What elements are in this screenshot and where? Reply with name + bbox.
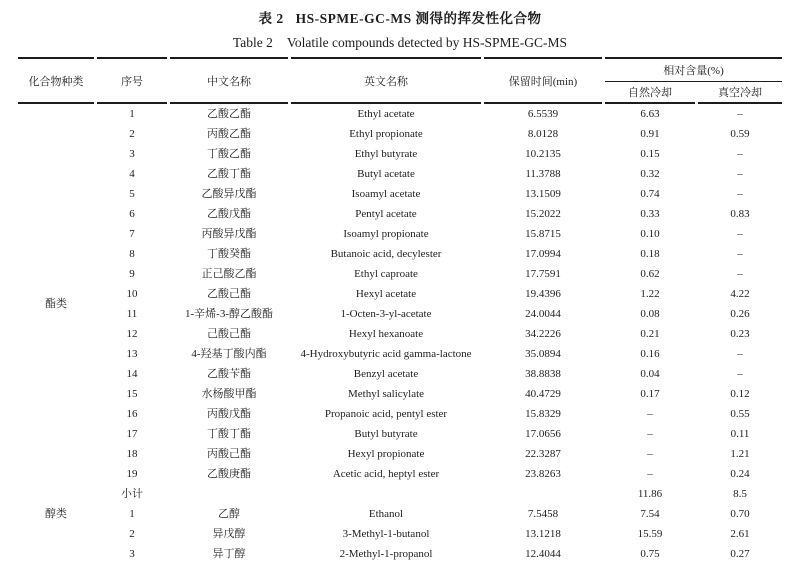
- cell-natural-cooling: 7.54: [640, 508, 660, 520]
- cell-name-zh: 异戊醇: [212, 528, 246, 540]
- cell-name-en: Hexyl propionate: [347, 448, 425, 460]
- table-row: [18, 184, 782, 204]
- cell-name-en: [291, 484, 481, 504]
- cell-name-zh: 丙酸乙酯: [207, 128, 251, 140]
- cell-no: 14: [126, 368, 138, 380]
- cell-no: 15: [126, 388, 138, 400]
- table-row: [18, 124, 782, 144]
- table-row: [18, 364, 782, 384]
- cell-name-zh: 乙酸乙酯: [207, 108, 251, 120]
- cell-no: 13: [126, 348, 138, 360]
- cell-no: 3: [97, 544, 167, 564]
- table-caption-zh: [0, 7, 800, 27]
- cell-retention-time: 38.8838: [525, 368, 561, 380]
- cell-natural-cooling: 0.10: [640, 228, 660, 240]
- cell-no: 11: [126, 308, 138, 320]
- cell-no: 17: [126, 428, 138, 440]
- cell-name-zh: 乙酸异戊酯: [201, 188, 257, 200]
- cell-retention-time: 15.8329: [525, 408, 561, 420]
- cell-no: 7: [129, 228, 135, 240]
- cell-name-zh: 乙酸己酯: [207, 288, 251, 300]
- cell-retention-time: 17.7591: [525, 268, 561, 280]
- cell-vacuum-cooling: 0.83: [730, 208, 750, 220]
- cell-vacuum-cooling: 0.27: [698, 544, 782, 564]
- cell-name-zh: 水杨酸甲酯: [201, 388, 257, 400]
- cell-vacuum-cooling: 0.26: [730, 308, 750, 320]
- cell-vacuum-cooling: 0.23: [730, 328, 750, 340]
- header-natural-cooling: 自然冷却: [605, 82, 695, 104]
- header-name-en: 英文名称: [291, 57, 481, 104]
- cell-retention-time: 17.0994: [525, 248, 561, 260]
- cell-name-en: 3-Methyl-1-butanol: [342, 528, 430, 540]
- table-row: [18, 444, 782, 464]
- cell-natural-cooling: 0.32: [640, 168, 660, 180]
- cell-natural-cooling: 0.08: [640, 308, 660, 320]
- cell-natural-cooling: 0.75: [605, 544, 695, 564]
- cell-retention-time: 23.8263: [525, 468, 561, 480]
- cell-retention-time: 34.2226: [525, 328, 561, 340]
- table-row: [18, 344, 782, 364]
- cell-name-zh: [170, 484, 288, 504]
- cell-name-zh: 乙酸庚酯: [207, 468, 251, 480]
- table-row: [18, 324, 782, 344]
- cell-name-zh: 正己酸乙酯: [201, 268, 257, 280]
- table-body: [18, 104, 782, 564]
- cell-no: 2: [129, 528, 135, 540]
- cell-no: 1: [129, 508, 135, 520]
- table-header: [18, 57, 782, 104]
- table-row: [18, 104, 782, 124]
- header-name-zh: 中文名称: [170, 57, 288, 104]
- cell-natural-cooling: 0.62: [640, 268, 660, 280]
- cell-vacuum-cooling: –: [737, 268, 743, 280]
- cell-name-zh: 乙酸丁酯: [207, 168, 251, 180]
- cell-retention-time: [484, 484, 602, 504]
- cell-name-zh: 丁酸乙酯: [207, 148, 251, 160]
- header-no: 序号: [97, 57, 167, 104]
- cell-retention-time: 13.1509: [525, 188, 561, 200]
- cell-vacuum-cooling: 1.21: [730, 448, 750, 460]
- table-row: [18, 464, 782, 484]
- cell-name-en: Ethyl acetate: [357, 108, 415, 120]
- cell-natural-cooling: 6.63: [640, 108, 660, 120]
- cell-natural-cooling: 0.04: [640, 368, 660, 380]
- cell-name-zh: 己酸己酯: [207, 328, 251, 340]
- table-row: [18, 544, 782, 564]
- cell-name-zh: 4-羟基丁酸内酯: [191, 348, 267, 360]
- cell-vacuum-cooling: –: [737, 108, 743, 120]
- cell-subtotal-label: 小计: [121, 488, 143, 500]
- table-row: [18, 384, 782, 404]
- cell-no: 16: [126, 408, 138, 420]
- cell-vacuum-cooling: 0.55: [730, 408, 750, 420]
- cell-natural-cooling: 0.33: [640, 208, 660, 220]
- cell-no: 9: [129, 268, 135, 280]
- cell-name-en: Ethanol: [368, 508, 404, 520]
- cell-name-en: Pentyl acetate: [355, 208, 417, 220]
- cell-vacuum-cooling: 0.11: [730, 428, 750, 440]
- cell-no: 18: [126, 448, 138, 460]
- cell-name-zh: 乙酸苄酯: [207, 368, 251, 380]
- table-caption-en-prefix: Table 2: [232, 35, 273, 50]
- cell-vacuum-cooling: 0.59: [730, 128, 750, 140]
- cell-name-en: Butanoic acid, decylester: [330, 248, 442, 260]
- cell-name-en: Methyl salicylate: [347, 388, 425, 400]
- cell-retention-time: 11.3788: [525, 168, 561, 180]
- table-row: [18, 244, 782, 264]
- table-caption-zh-title: HS-SPME-GC-MS 测得的挥发性化合物: [295, 11, 542, 26]
- cell-retention-time: 24.0044: [525, 308, 561, 320]
- cell-natural-cooling: 1.22: [640, 288, 660, 300]
- table-caption-zh-prefix: 表 2: [258, 11, 284, 26]
- cell-no: 6: [129, 208, 135, 220]
- cell-vacuum-cooling: 0.12: [730, 388, 750, 400]
- cell-retention-time: 17.0656: [525, 428, 561, 440]
- cell-vacuum-cooling: 0.70: [730, 508, 750, 520]
- cell-natural-cooling: –: [647, 408, 653, 420]
- cell-name-zh: 丁酸癸酯: [207, 248, 251, 260]
- table-row: [18, 284, 782, 304]
- cell-vacuum-cooling: –: [737, 368, 743, 380]
- cell-no: 10: [126, 288, 138, 300]
- cell-name-en: Acetic acid, heptyl ester: [332, 468, 440, 480]
- header-compound-class: 化合物种类: [18, 57, 94, 104]
- cell-natural-cooling: –: [647, 428, 653, 440]
- cell-natural-cooling: 0.91: [640, 128, 660, 140]
- cell-vacuum-cooling: 4.22: [730, 288, 750, 300]
- cell-no: 19: [126, 468, 138, 480]
- header-vacuum-cooling: 真空冷却: [698, 82, 782, 104]
- cell-natural-cooling: 0.17: [640, 388, 660, 400]
- compounds-table: [15, 57, 785, 564]
- cell-name-en: Hexyl acetate: [355, 288, 417, 300]
- table-row: [18, 164, 782, 184]
- cell-natural-cooling: –: [647, 468, 653, 480]
- cell-retention-time: 8.0128: [527, 128, 559, 140]
- cell-name-zh: 丁酸丁酯: [207, 428, 251, 440]
- cell-natural-cooling: 0.21: [640, 328, 660, 340]
- cell-natural-cooling: 0.74: [640, 188, 660, 200]
- table-row: [18, 504, 782, 524]
- cell-name-en: 4-Hydroxybutyric acid gamma-lactone: [300, 348, 472, 360]
- cell-retention-time: 10.2135: [525, 148, 561, 160]
- cell-natural-cooling: 0.15: [640, 148, 660, 160]
- compound-class-cell: 酯类: [45, 298, 67, 310]
- cell-natural-cooling: 0.18: [640, 248, 660, 260]
- cell-vacuum-cooling: 8.5: [733, 488, 747, 500]
- cell-no: 12: [126, 328, 138, 340]
- cell-name-zh: 丙酸异戊酯: [201, 228, 257, 240]
- cell-name-en: Ethyl butyrate: [354, 148, 418, 160]
- cell-name-en: 1-Octen-3-yl-acetate: [340, 308, 432, 320]
- compound-class-cell: 醇类: [18, 504, 94, 564]
- cell-natural-cooling: –: [647, 448, 653, 460]
- cell-vacuum-cooling: 0.24: [730, 468, 750, 480]
- cell-vacuum-cooling: –: [737, 188, 743, 200]
- cell-vacuum-cooling: 2.61: [730, 528, 750, 540]
- cell-retention-time: 6.5539: [527, 108, 559, 120]
- cell-name-en: Hexyl hexanoate: [348, 328, 424, 340]
- cell-name-zh: 异丁醇: [170, 544, 288, 564]
- cell-name-zh: 乙醇: [218, 508, 240, 520]
- cell-no: 5: [129, 188, 135, 200]
- cell-retention-time: 22.3287: [525, 448, 561, 460]
- cell-retention-time: 15.2022: [525, 208, 561, 220]
- cell-retention-time: 13.1218: [525, 528, 561, 540]
- table-row: [18, 304, 782, 324]
- cell-vacuum-cooling: –: [737, 248, 743, 260]
- cell-retention-time: 35.0894: [525, 348, 561, 360]
- header-relative-content: 相对含量(%): [605, 57, 782, 82]
- cell-vacuum-cooling: –: [737, 228, 743, 240]
- cell-no: 4: [129, 168, 135, 180]
- cell-natural-cooling: 11.86: [637, 488, 663, 500]
- cell-no: 1: [129, 108, 135, 120]
- cell-name-en: Isoamyl propionate: [343, 228, 429, 240]
- table-row: [18, 424, 782, 444]
- cell-retention-time: 7.5458: [527, 508, 559, 520]
- cell-vacuum-cooling: –: [737, 168, 743, 180]
- cell-retention-time: 15.8715: [525, 228, 561, 240]
- cell-no: 3: [129, 148, 135, 160]
- header-retention-time: 保留时间(min): [484, 57, 602, 104]
- table-row: [18, 264, 782, 284]
- table-row: [18, 204, 782, 224]
- table-row: [18, 224, 782, 244]
- cell-name-en: Isoamyl acetate: [351, 188, 421, 200]
- cell-name-zh: 乙酸戊酯: [207, 208, 251, 220]
- cell-name-en: Butyl butyrate: [354, 428, 418, 440]
- cell-name-en: Propanoic acid, pentyl ester: [324, 408, 448, 420]
- cell-vacuum-cooling: –: [737, 348, 743, 360]
- table-row: [18, 524, 782, 544]
- table-caption-en: [0, 35, 800, 51]
- cell-no: 2: [129, 128, 135, 140]
- table-row: [18, 144, 782, 164]
- cell-name-en: Ethyl propionate: [349, 128, 423, 140]
- table-caption-en-title: Volatile compounds detected by HS-SPME-GC-MS: [286, 35, 568, 50]
- cell-name-zh: 1-辛烯-3-醇乙酸酯: [185, 308, 273, 320]
- cell-name-en: 2-Methyl-1-propanol: [291, 544, 481, 564]
- cell-natural-cooling: 15.59: [637, 528, 663, 540]
- cell-retention-time: 12.4044: [484, 544, 602, 564]
- cell-no: 8: [129, 248, 135, 260]
- cell-vacuum-cooling: –: [737, 148, 743, 160]
- cell-name-en: Benzyl acetate: [353, 368, 419, 380]
- cell-name-en: Butyl acetate: [357, 168, 415, 180]
- cell-retention-time: 19.4396: [525, 288, 561, 300]
- cell-natural-cooling: 0.16: [640, 348, 660, 360]
- cell-name-zh: 丙酸戊酯: [207, 408, 251, 420]
- cell-retention-time: 40.4729: [525, 388, 561, 400]
- subtotal-row: [18, 484, 782, 504]
- table-row: [18, 404, 782, 424]
- cell-name-en: Ethyl caproate: [354, 268, 418, 280]
- cell-name-zh: 丙酸己酯: [207, 448, 251, 460]
